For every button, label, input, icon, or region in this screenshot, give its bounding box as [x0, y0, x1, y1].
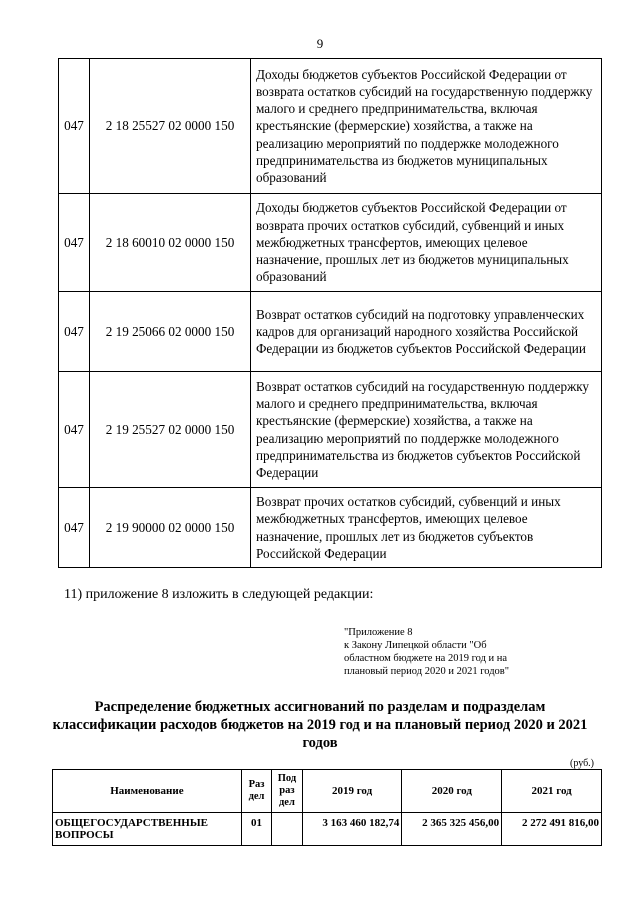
- unit-label: (руб.): [570, 758, 594, 769]
- admin-code-cell: 047: [59, 59, 90, 194]
- budget-code-cell: 2 18 25527 02 0000 150: [90, 59, 251, 194]
- table-row: [59, 292, 602, 372]
- row-podrazdel: [272, 813, 303, 846]
- page-number: 9: [316, 36, 324, 51]
- table-row: [59, 59, 602, 194]
- row-2019: 3 163 460 182,74: [302, 813, 402, 846]
- header-name: Наименование: [53, 770, 242, 813]
- header-2021: 2021 год: [502, 770, 602, 813]
- appendix-line: областном бюджете на 2019 год и на: [344, 653, 508, 664]
- table-header-row: [53, 770, 602, 813]
- appendix-note: [344, 626, 594, 678]
- table-row: [59, 194, 602, 292]
- description-cell: Доходы бюджетов субъектов Российской Федерации от возврата прочих остатков субсидий, субвенций и иных межбюджетных трансфертов, имеющих целевое назначение, прошлых лет из бюджетов муниципальных образований: [251, 194, 602, 292]
- row-2020: 2 365 325 456,00: [402, 813, 502, 846]
- header-2019: 2019 год: [302, 770, 402, 813]
- header-razdel: Раз дел: [241, 770, 271, 813]
- appendix-line: "Приложение 8: [344, 627, 413, 638]
- table-row: [53, 813, 602, 846]
- income-codes-table: [58, 58, 602, 568]
- appendix-line: плановый период 2020 и 2021 годов": [344, 666, 510, 677]
- row-razdel: 01: [241, 813, 271, 846]
- budget-code-cell: 2 19 25066 02 0000 150: [90, 292, 251, 372]
- budget-table: [52, 769, 602, 846]
- header-podrazdel: Под раз дел: [272, 770, 303, 813]
- budget-code-cell: 2 18 60010 02 0000 150: [90, 194, 251, 292]
- row-2021: 2 272 491 816,00: [502, 813, 602, 846]
- description-cell: Возврат остатков субсидий на подготовку управленческих кадров для организаций народного хозяйства Российской Федерации из бюджетов субъектов Российской Федерации: [251, 292, 602, 372]
- description-cell: Возврат прочих остатков субсидий, субвенций и иных межбюджетных трансфертов, имеющих целевое назначение, прошлых лет из бюджетов субъектов Российской Федерации: [251, 488, 602, 568]
- budget-code-cell: 2 19 90000 02 0000 150: [90, 488, 251, 568]
- admin-code-cell: 047: [59, 292, 90, 372]
- description-cell: Возврат остатков субсидий на государственную поддержку малого и среднего предпринимательства, включая крестьянские (фермерские) хозяйства, а также на реализацию мероприятий по поддержке молодежного предпринимательства из бюджетов субъектов Российской Федерации: [251, 372, 602, 488]
- budget-code-cell: 2 19 25527 02 0000 150: [90, 372, 251, 488]
- admin-code-cell: 047: [59, 194, 90, 292]
- document-title: Распределение бюджетных ассигнований по разделам и подразделам классификации расходов бюджетов на 2019 год и на плановый период 2020 и 2021 годов: [52, 699, 588, 751]
- table-row: [59, 372, 602, 488]
- appendix-line: к Закону Липецкой области "Об: [344, 640, 487, 651]
- item-11-text: 11) приложение 8 изложить в следующей редакции:: [64, 587, 374, 602]
- row-name: ОБЩЕГОСУДАРСТВЕННЫЕ ВОПРОСЫ: [53, 813, 242, 846]
- table-row: [59, 488, 602, 568]
- admin-code-cell: 047: [59, 372, 90, 488]
- admin-code-cell: 047: [59, 488, 90, 568]
- header-2020: 2020 год: [402, 770, 502, 813]
- description-cell: Доходы бюджетов субъектов Российской Федерации от возврата остатков субсидий на государственную поддержку малого и среднего предпринимательства, включая крестьянские (фермерские) хозяйства, а также на реализацию мероприятий по поддержке молодежного предпринимательства из бюджетов муниципальных образований: [251, 59, 602, 194]
